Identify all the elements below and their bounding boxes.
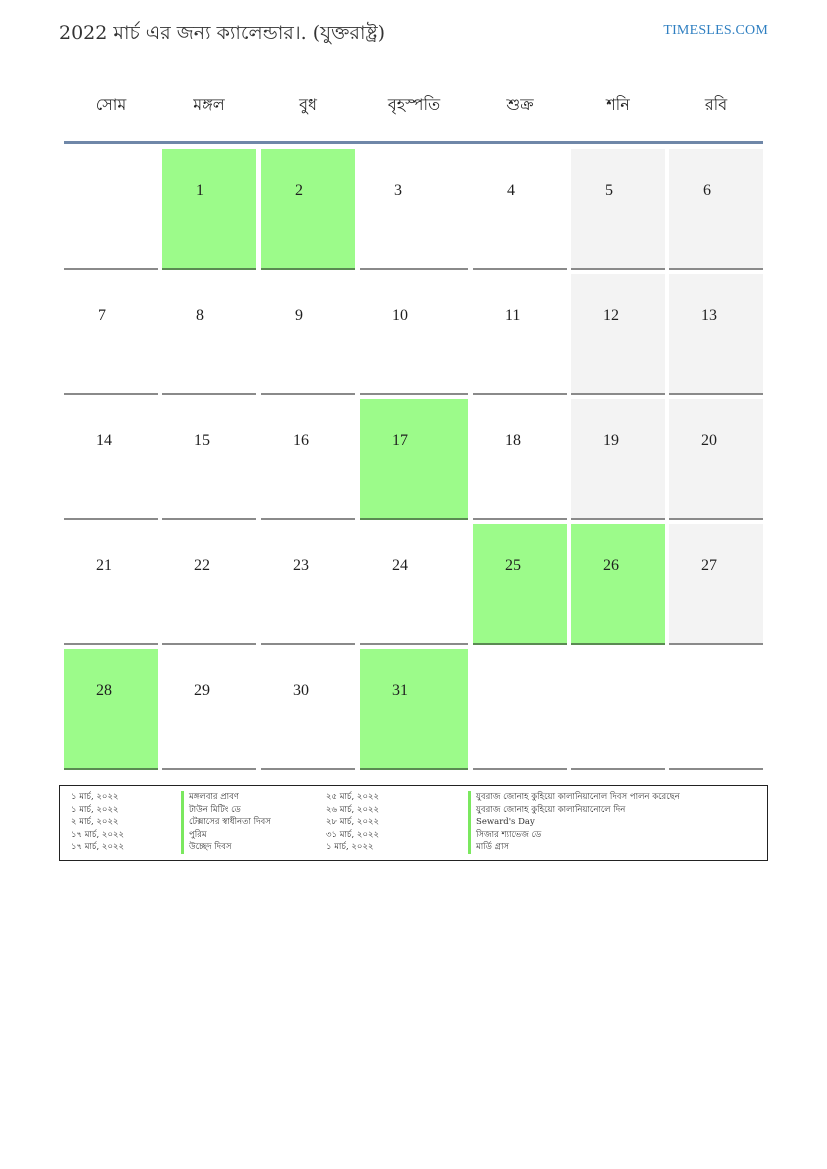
day-number: 8 [196, 307, 204, 324]
day-number: 14 [96, 432, 112, 449]
legend-date: ১৭ মার্চ, ২০২২ [71, 842, 125, 852]
day-cell[interactable] [473, 149, 567, 270]
day-number: 12 [603, 307, 619, 324]
legend-date: ২৫ মার্চ, ২০২২ [326, 792, 380, 802]
day-number: 31 [392, 682, 408, 699]
legend-holiday-name: মার্ডি গ্রাস [468, 841, 509, 854]
legend-date: ২৬ মার্চ, ২০২২ [326, 804, 380, 815]
day-cell[interactable] [261, 274, 355, 395]
day-cell[interactable] [571, 149, 665, 270]
day-cell[interactable] [473, 524, 567, 645]
day-cell[interactable] [261, 649, 355, 770]
day-cell[interactable] [261, 149, 355, 270]
legend-holiday-name: যুবরাজ জোনাহ কুহিয়ো কালানিয়ানোল দিবস পালন করেছেন [468, 791, 680, 804]
legend-holiday-name: পুরিম [181, 829, 207, 842]
day-cell[interactable] [162, 399, 256, 520]
legend-date: ১ মার্চ, ২০২২ [326, 842, 374, 852]
day-number: 16 [293, 432, 309, 449]
day-number: 25 [505, 557, 521, 574]
legend-holiday-name: Seward's Day [468, 816, 535, 829]
weekday-header: শুক্র [506, 95, 534, 114]
weekday-header: বুধ [299, 95, 317, 114]
day-cell[interactable] [162, 274, 256, 395]
day-number: 19 [603, 432, 619, 449]
day-cell[interactable] [360, 649, 468, 770]
day-number: 28 [96, 682, 112, 699]
day-number: 4 [507, 182, 515, 199]
day-cell[interactable] [473, 399, 567, 520]
page-title: 2022 মার্চ এর জন্য ক্যালেন্ডার।. (যুক্তরাষ্ট্র) [59, 22, 385, 44]
day-cell[interactable] [64, 274, 158, 395]
day-number: 3 [394, 182, 402, 199]
day-cell[interactable] [162, 649, 256, 770]
empty-day-cell [64, 149, 158, 270]
empty-day-cell [571, 649, 665, 770]
day-number: 22 [194, 557, 210, 574]
day-cell[interactable] [571, 399, 665, 520]
day-number: 11 [505, 307, 521, 324]
day-cell[interactable] [669, 274, 763, 395]
day-number: 30 [293, 682, 309, 699]
day-cell[interactable] [669, 524, 763, 645]
legend-holiday-name: যুবরাজ জোনাহ কুহিয়ো কালানিয়ানোলে দিন [468, 804, 625, 817]
legend-holiday-name: সিজার শ্যাভেজ ডে [468, 829, 541, 842]
weekday-header: মঙ্গল [193, 95, 225, 114]
day-number: 9 [295, 307, 303, 324]
legend-holiday-name: উচ্ছেদ দিবস [181, 841, 232, 854]
day-number: 13 [701, 307, 717, 324]
weekday-header: শনি [606, 95, 630, 114]
day-cell[interactable] [162, 149, 256, 270]
day-cell[interactable] [64, 649, 158, 770]
legend-date: ১ মার্চ, ২০২২ [71, 792, 119, 802]
day-cell[interactable] [360, 149, 468, 270]
day-number: 17 [392, 432, 408, 449]
day-number: 26 [603, 557, 619, 574]
day-number: 20 [701, 432, 717, 449]
weekday-header: বৃহস্পতি [387, 95, 441, 114]
day-number: 5 [605, 182, 613, 199]
legend-date: ১৭ মার্চ, ২০২২ [71, 829, 125, 840]
day-number: 1 [196, 182, 204, 199]
day-cell[interactable] [64, 524, 158, 645]
day-number: 7 [98, 307, 106, 324]
day-cell[interactable] [64, 399, 158, 520]
day-number: 24 [392, 557, 408, 574]
empty-day-cell [669, 649, 763, 770]
legend-holiday-name: মঙ্গলবার প্রাবণ [181, 791, 239, 804]
weekday-header: রবি [704, 95, 728, 114]
day-number: 2 [295, 182, 303, 199]
day-cell[interactable] [669, 399, 763, 520]
legend-date: ২ মার্চ, ২০২২ [71, 817, 119, 827]
day-number: 18 [505, 432, 521, 449]
day-cell[interactable] [571, 524, 665, 645]
site-link[interactable]: TIMESLES.COM [663, 23, 768, 38]
day-number: 27 [701, 557, 717, 574]
day-cell[interactable] [261, 524, 355, 645]
day-cell[interactable] [669, 149, 763, 270]
day-cell[interactable] [162, 524, 256, 645]
legend-date: ২৮ মার্চ, ২০২২ [326, 817, 380, 827]
day-number: 10 [392, 307, 408, 324]
legend-holiday-name: টেক্সাসের স্বাধীনতা দিবস [181, 816, 271, 829]
legend-date: ৩১ মার্চ, ২০২২ [326, 829, 380, 840]
day-number: 29 [194, 682, 210, 699]
day-number: 21 [96, 557, 112, 574]
day-cell[interactable] [261, 399, 355, 520]
weekday-header: সোম [95, 95, 127, 114]
header-rule [64, 141, 763, 144]
day-cell[interactable] [360, 399, 468, 520]
day-cell[interactable] [473, 274, 567, 395]
day-cell[interactable] [360, 274, 468, 395]
legend-date: ১ মার্চ, ২০২২ [71, 804, 119, 815]
day-number: 15 [194, 432, 210, 449]
day-number: 23 [293, 557, 309, 574]
day-cell[interactable] [571, 274, 665, 395]
legend-holiday-name: টাউন মিটিং ডে [181, 804, 241, 817]
holiday-legend [59, 785, 768, 861]
day-cell[interactable] [360, 524, 468, 645]
empty-day-cell [473, 649, 567, 770]
day-number: 6 [703, 182, 711, 199]
